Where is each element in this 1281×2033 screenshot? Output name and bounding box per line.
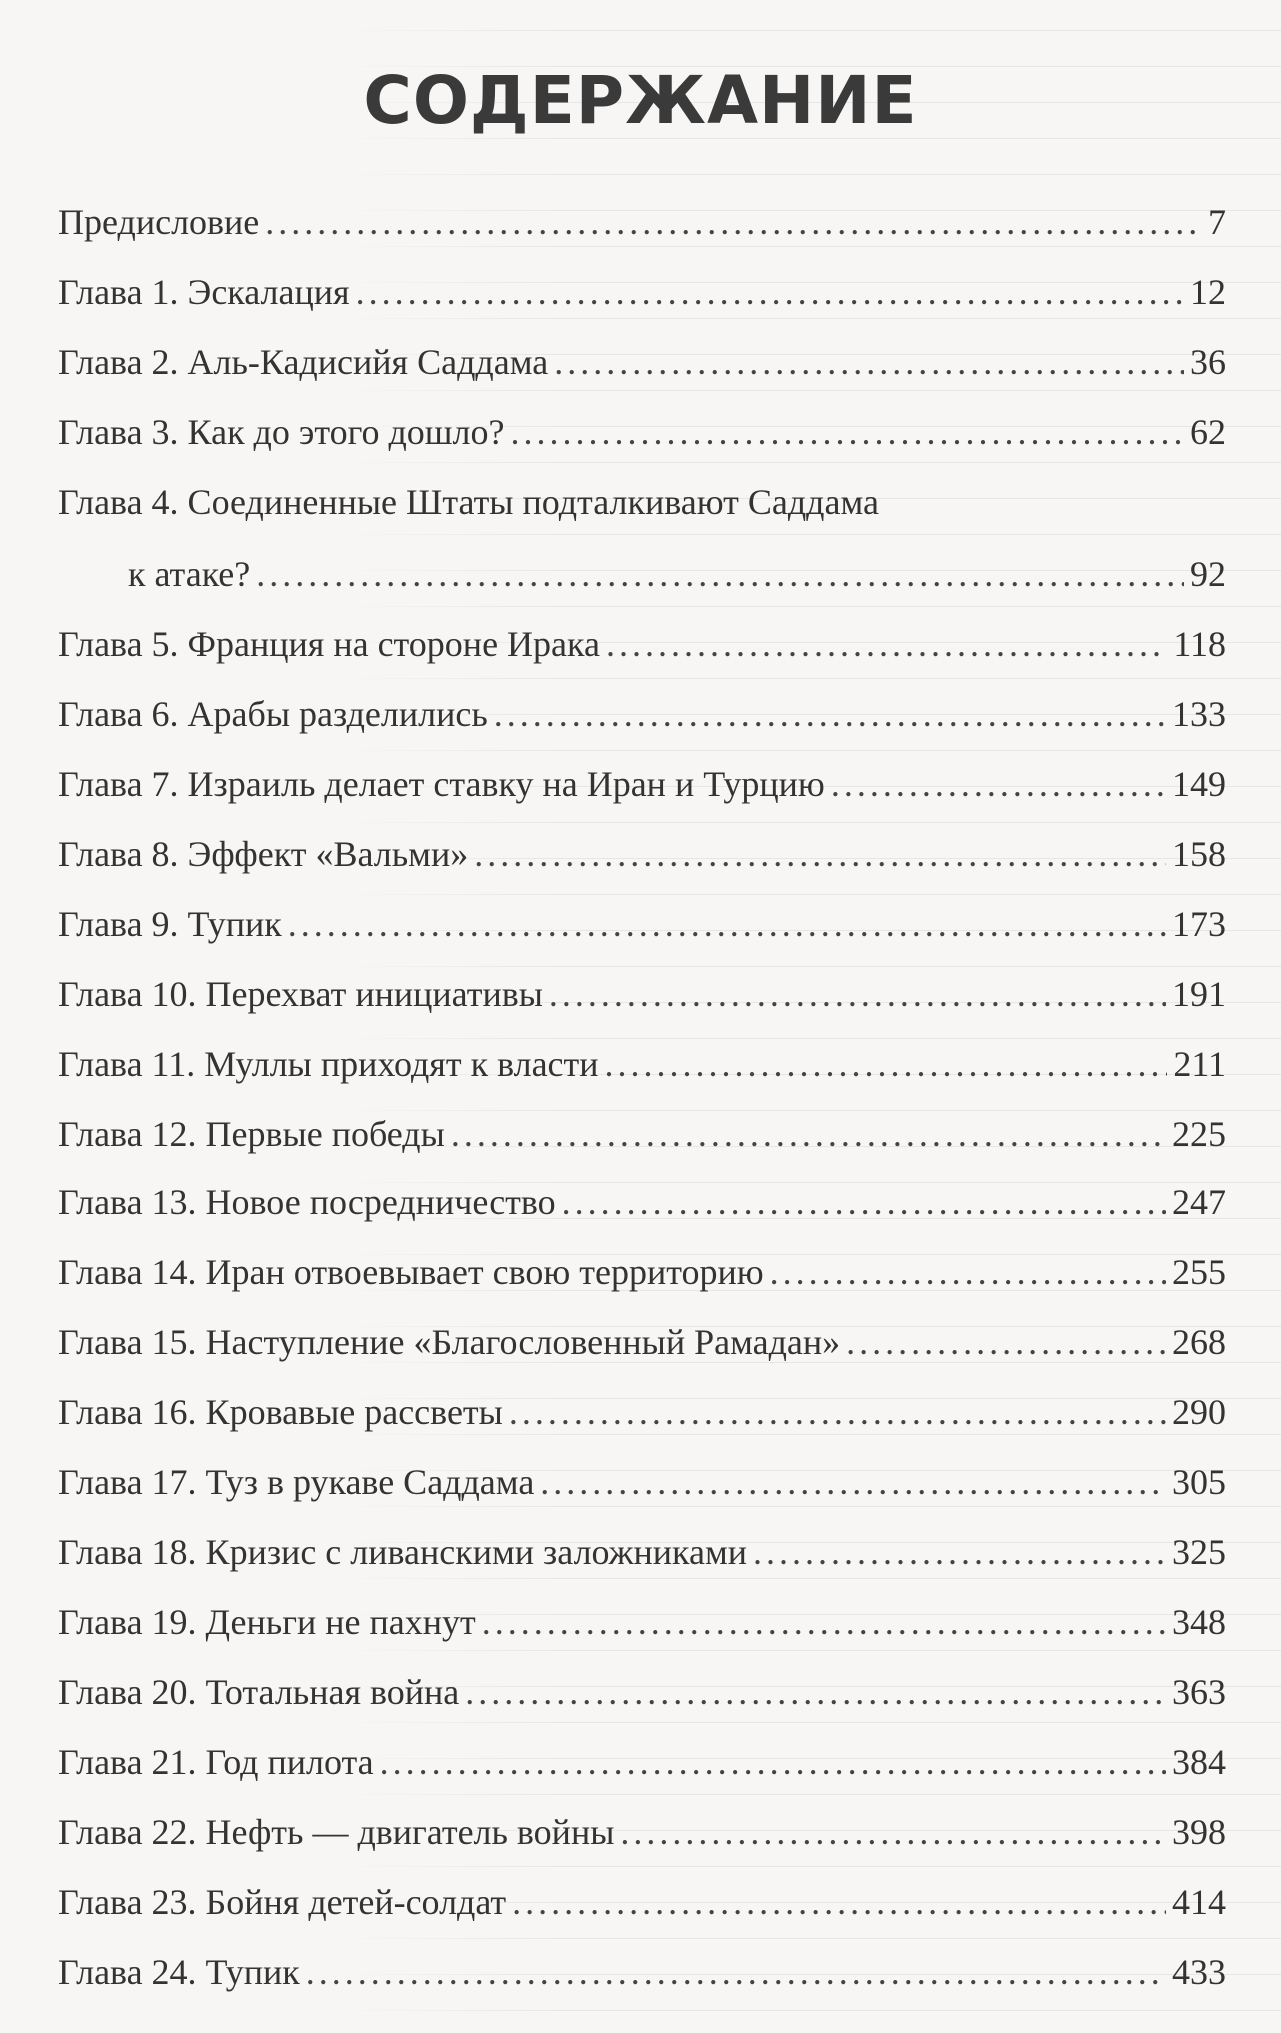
toc-entry-page: 414 (1172, 1882, 1226, 1922)
toc-entry (58, 972, 1226, 1016)
toc-entry (58, 1670, 1226, 1714)
dot-leader (620, 1810, 1166, 1854)
toc-entry-page: 133 (1172, 694, 1226, 734)
toc-entry (58, 1250, 1226, 1294)
dot-leader (265, 200, 1202, 244)
dot-leader (356, 270, 1184, 314)
toc-entry-page: 211 (1173, 1044, 1226, 1084)
toc-entry-page: 12 (1190, 272, 1226, 312)
toc-entry (58, 1950, 1226, 1994)
toc-entry (58, 340, 1226, 384)
toc-entry-page: 149 (1172, 764, 1226, 804)
toc-entry (58, 1530, 1226, 1574)
toc-entry-page: 255 (1172, 1252, 1226, 1292)
toc-entry-page: 36 (1190, 342, 1226, 382)
toc-entry (58, 902, 1226, 946)
toc-entry-label: Глава 12. Первые победы (58, 1114, 445, 1154)
toc-entry (58, 1600, 1226, 1644)
toc-entry-page: 433 (1172, 1952, 1226, 1992)
toc-entry-label: Глава 8. Эффект «Вальми» (58, 834, 469, 874)
toc-entry-label: Глава 10. Перехват инициативы (58, 974, 543, 1014)
toc-entry (58, 1460, 1226, 1504)
toc-entry-label: Глава 3. Как до этого дошло? (58, 412, 505, 452)
toc-entry (58, 480, 1226, 524)
toc-entry-label: Глава 20. Тотальная война (58, 1672, 460, 1712)
dot-leader (494, 692, 1166, 736)
toc-entry-label: Глава 19. Деньги не пахнут (58, 1602, 476, 1642)
toc-entry (58, 1180, 1226, 1224)
toc-entry (58, 1390, 1226, 1434)
toc-entry-label: Глава 17. Туз в рукаве Саддама (58, 1462, 535, 1502)
toc-entry-page: 92 (1190, 554, 1226, 594)
toc-entry-label: Глава 22. Нефть — двигатель войны (58, 1812, 615, 1852)
dot-leader (554, 340, 1184, 384)
dot-leader (306, 1950, 1166, 1994)
dot-leader (770, 1250, 1166, 1294)
toc-entry-page: 158 (1172, 834, 1226, 874)
toc-entry-label: Глава 16. Кровавые рассветы (58, 1392, 503, 1432)
toc-entry-page: 398 (1172, 1812, 1226, 1852)
toc-entry-preface (58, 200, 1226, 244)
dot-leader (605, 1042, 1168, 1086)
toc-entry (58, 1042, 1226, 1086)
dot-leader (509, 1390, 1166, 1434)
toc-entry (58, 622, 1226, 666)
toc-entry-label: Глава 1. Эскалация (58, 272, 350, 312)
dot-leader (846, 1320, 1166, 1364)
toc-entry (58, 692, 1226, 736)
toc-entry-continuation (58, 552, 1226, 596)
toc-entry-label: Глава 2. Аль-Кадисийя Саддама (58, 342, 549, 382)
dot-leader (380, 1740, 1166, 1784)
toc-entry (58, 1112, 1226, 1156)
toc-entry-page: 173 (1172, 904, 1226, 944)
toc-entry-page: 384 (1172, 1742, 1226, 1782)
toc-entry (58, 1880, 1226, 1924)
toc-entry-label: Глава 4. Соединенные Штаты подталкивают Саддама (58, 482, 879, 522)
dot-leader (512, 1880, 1166, 1924)
dot-leader (474, 832, 1166, 876)
toc-entry-page: 7 (1208, 202, 1226, 242)
dot-leader (482, 1600, 1166, 1644)
dot-leader (465, 1670, 1166, 1714)
toc-entry-page: 118 (1173, 624, 1226, 664)
toc-entry-page: 191 (1172, 974, 1226, 1014)
toc-entry-label: Глава 24. Тупик (58, 1952, 300, 1992)
dot-leader (256, 552, 1184, 596)
dot-leader (510, 410, 1184, 454)
dot-leader (831, 762, 1166, 806)
toc-entry-label: к атаке? (128, 554, 251, 594)
toc-entry (58, 270, 1226, 314)
toc-entry-label: Глава 9. Тупик (58, 904, 282, 944)
toc-entry (58, 832, 1226, 876)
toc-entry-page: 348 (1172, 1602, 1226, 1642)
toc-entry (58, 1740, 1226, 1784)
toc-entry-page: 325 (1172, 1532, 1226, 1572)
toc-entry-page: 247 (1172, 1182, 1226, 1222)
toc-entry-label: Глава 14. Иран отвоевывает свою территорию (58, 1252, 764, 1292)
toc-entry-label: Глава 23. Бойня детей-солдат (58, 1882, 507, 1922)
toc-entry-label: Глава 18. Кризис с ливанскими заложниками (58, 1532, 748, 1572)
dot-leader (540, 1460, 1166, 1504)
toc-entry-page: 268 (1172, 1322, 1226, 1362)
dot-leader (753, 1530, 1166, 1574)
dot-leader (288, 902, 1166, 946)
toc-entry (58, 762, 1226, 806)
toc-entry-label: Глава 21. Год пилота (58, 1742, 374, 1782)
toc-entry-label: Глава 15. Наступление «Благословенный Рамадан» (58, 1322, 841, 1362)
toc-entry-page: 62 (1190, 412, 1226, 452)
dot-leader (606, 622, 1167, 666)
toc-entry-label: Глава 13. Новое посредничество (58, 1182, 556, 1222)
toc-entry-page: 225 (1172, 1114, 1226, 1154)
dot-leader (562, 1180, 1166, 1224)
toc-entry (58, 1810, 1226, 1854)
toc-entry (58, 1320, 1226, 1364)
dot-leader (451, 1112, 1166, 1156)
dot-leader (549, 972, 1166, 1016)
toc-entry-label: Глава 7. Израиль делает ставку на Иран и Турцию (58, 764, 825, 804)
toc-entry (58, 410, 1226, 454)
toc-entry-label: Глава 5. Франция на стороне Ирака (58, 624, 600, 664)
toc-entry-page: 290 (1172, 1392, 1226, 1432)
toc-entry-label: Глава 6. Арабы разделились (58, 694, 488, 734)
toc-entry-label: Глава 11. Муллы приходят к власти (58, 1044, 599, 1084)
toc-entry-label: Предисловие (58, 202, 260, 242)
toc-entry-page: 305 (1172, 1462, 1226, 1502)
toc-entry-page: 363 (1172, 1672, 1226, 1712)
page-title: СОДЕРЖАНИЕ (363, 62, 918, 139)
